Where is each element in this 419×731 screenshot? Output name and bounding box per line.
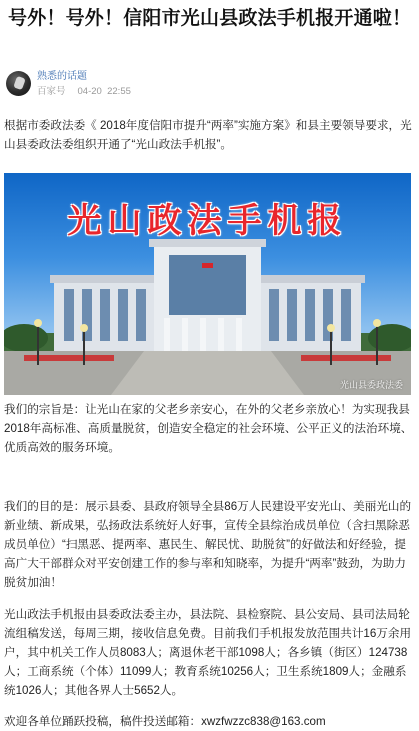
paragraph-purpose: 我们的宗旨是：让光山在家的父老乡亲安心，在外的父老乡亲放心！为实现我县2018年高标准、高质量脱贫，创造安全稳定的社会环境、公平正义的法治环境、优质高效的服务环境。 (4, 403, 413, 454)
hero-banner-text: 光山政法手机报 (67, 201, 348, 241)
author-avatar[interactable] (6, 71, 31, 96)
author-name[interactable]: 熟悉的话题 (37, 71, 87, 82)
paragraph-submission: 欢迎各单位踊跃投稿，稿件投送邮箱：xwzfwzzc838@163.com (4, 715, 326, 728)
article-meta (37, 85, 131, 99)
publish-date: 04-20 (77, 86, 102, 97)
paragraph-goal: 我们的目的是：展示县委、县政府领导全县86万人民建设平安光山、美丽光山的新业绩、新成果，弘扬政法系统好人好事，宣传全县综治成员单位（含扫黑除恶成员单位）“扫黑恶、提两率、惠民生、解民忧、助脱贫”的好做法和好经验，提高广大干部群众对平安创建工作的参与率和知晓率，为提升“两率”鼓劲，为助力脱贫加油！ (4, 500, 412, 589)
source-label: 百家号 (37, 86, 66, 97)
avatar-icon (13, 76, 26, 90)
paragraph-intro: 根据市委政法委《 2018年度信阳市提升“两率”实施方案》和县主要领导要求，光山县委政法委组织开通了“光山政法手机报”。 (4, 119, 412, 151)
hero-image (4, 173, 411, 395)
publish-time: 22:55 (107, 86, 131, 97)
paragraph-details: 光山政法手机报由县委政法委主办，县法院、县检察院、县公安局、县司法局轮流组稿发送，每周三期，接收信息免费。目前我们手机报发放范围共计16万余用户，其中机关工作人员8083人；离退休老干部1098人；各乡镇（街区）124738人；工商系统（个体）11099人；教育系统10256人；卫生系统1809人；金融系统1026人；其他各界人士5652人。 (4, 608, 412, 697)
hero-watermark: 光山县委政法委 (339, 380, 403, 390)
article-title: 号外！号外！信阳市光山县政法手机报开通啦！ (8, 8, 412, 29)
author-row (6, 70, 406, 100)
